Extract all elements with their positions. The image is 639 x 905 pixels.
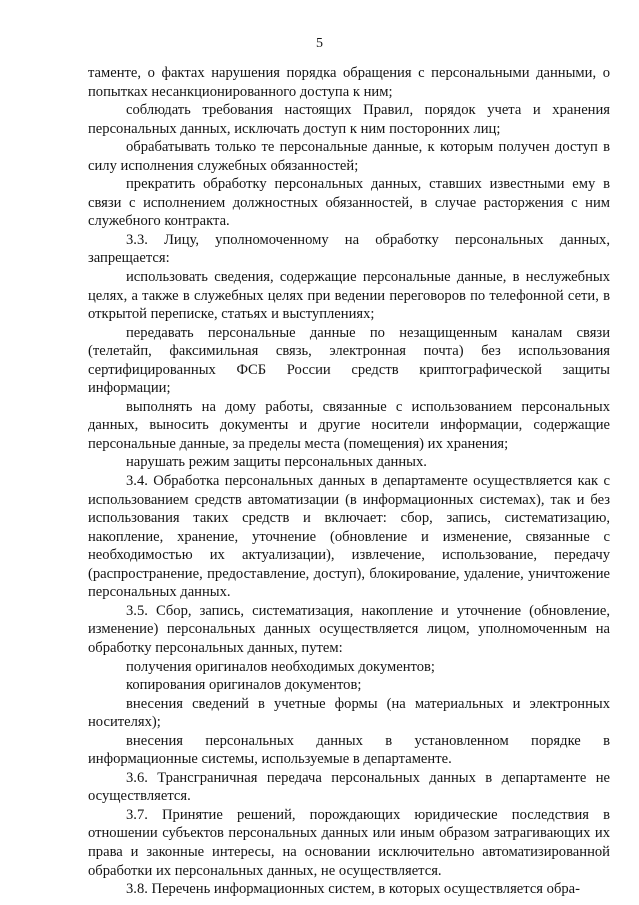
page-number: 5 (316, 36, 323, 51)
section-paragraph: 3.3. Лицу, уполномоченному на обработку персональных данных, запрещается: (88, 231, 610, 267)
paragraph: получения оригиналов необходимых документов; (126, 658, 435, 675)
paragraph: таменте, о фактах нарушения порядка обращения с персональными данными, о попытках несанкционированного доступа к ним; (88, 65, 610, 100)
section-paragraph: 3.8. Перечень информационных систем, в которых осуществляется обра- (126, 881, 581, 898)
paragraph: прекратить обработку персональных данных, ставших известными ему в связи с исполнением должностных обязанностей, в случае расторжения с ним служебного контракта. (88, 176, 610, 230)
paragraph: выполнять на дому работы, связанные с использованием персональных данных, выносить документы и другие носители информации, содержащие персональные данные, за пределы места (помещения) их хранения; (88, 398, 610, 452)
paragraph: передавать персональные данные по незащищенным каналам связи (телетайп, факсимильная связь, электронная почта) без использования сертифицированных ФСБ России средств криптографической защиты информации; (88, 324, 610, 397)
section-paragraph: 3.7. Принятие решений, порождающих юридические последствия в отношении субъектов персональных данных или иным образом затрагивающих их права и законные интересы, на основании исключительно автоматизированной обработки их персональных данных, не осуществляется. (88, 806, 610, 879)
paragraph: соблюдать требования настоящих Правил, порядок учета и хранения персональных данных, исключать доступ к ним посторонних лиц; (88, 102, 610, 137)
paragraph: использовать сведения, содержащие персональные данные, в неслужебных целях, а также в служебных целях при ведении переговоров по телефонной сети, в открытой переписке, статьях и выступлениях; (88, 269, 610, 323)
paragraph: внесения персональных данных в установленном порядке в информационные системы, используемые в департаменте. (88, 732, 610, 768)
paragraph: нарушать режим защиты персональных данных. (126, 454, 427, 471)
paragraph: обрабатывать только те персональные данные, к которым получен доступ в силу исполнения служебных обязанностей; (88, 139, 610, 174)
section-paragraph: 3.4. Обработка персональных данных в департаменте осуществляется как с использованием средств автоматизации (в информационных системах), так и без использования таких средств и включает: сбор, запись, систематизацию, накопление, хранение, уточнение (обновление и изменение, связанные с необходимостью их актуализации), извлечение, использование, передачу (распространение, предоставление, доступ), блокирование, удаление, уничтожение персональных данных. (88, 473, 610, 601)
section-paragraph: 3.5. Сбор, запись, систематизация, накопление и уточнение (обновление, изменение) персональных данных осуществляется лицом, уполномоченным на обработку персональных данных, путем: (88, 602, 610, 656)
section-paragraph: 3.6. Трансграничная передача персональных данных в департаменте не осуществляется. (88, 769, 610, 805)
paragraph: внесения сведений в учетные формы (на материальных и электронных носителях); (88, 695, 610, 731)
document-body (88, 64, 610, 899)
paragraph: копирования оригиналов документов; (126, 677, 362, 694)
